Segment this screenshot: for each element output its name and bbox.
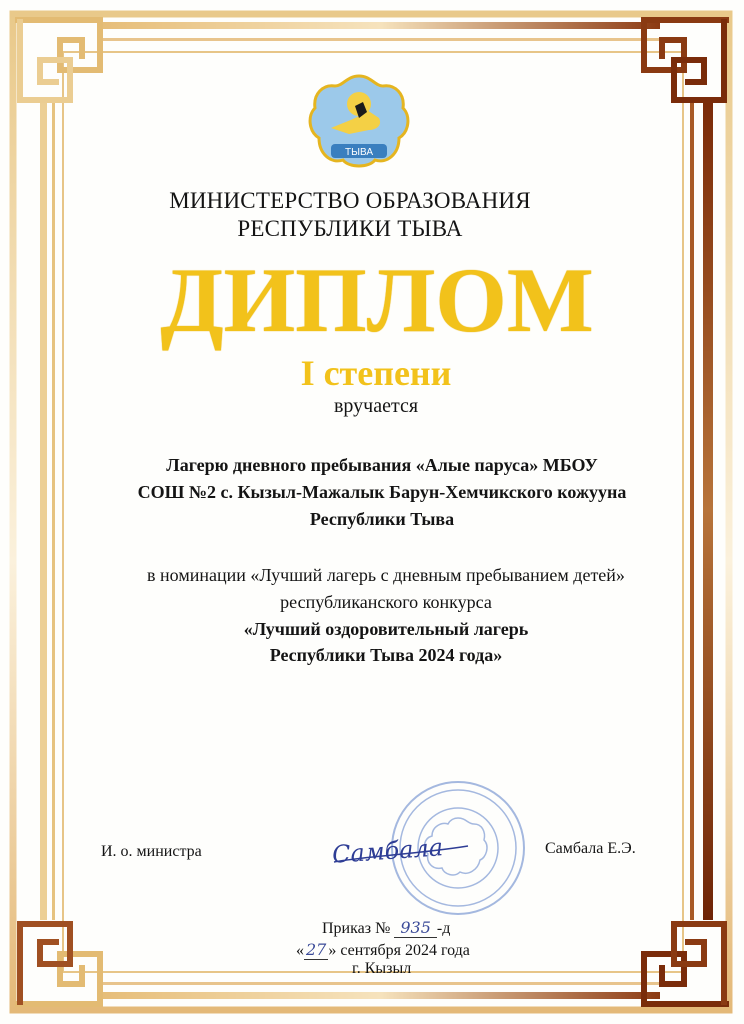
signatory-name: Самбала Е.Э.	[545, 840, 636, 857]
handwritten-signature	[328, 820, 478, 880]
emblem-label: ТЫВА	[345, 147, 373, 158]
ministry-name-line2: РЕСПУБЛИКИ ТЫВА	[237, 216, 463, 241]
order-number: Приказ № 935 -д	[322, 918, 451, 937]
recipient-line: СОШ №2 с. Кызыл-Мажалык Барун-Хемчикского кожууна	[137, 482, 627, 502]
nomination-line: в номинации «Лучший лагерь с дневным пребыванием детей»	[147, 565, 625, 585]
order-date: « 27 » сентября 2024 года	[296, 940, 470, 959]
ministry-name-line1: МИНИСТЕРСТВО ОБРАЗОВАНИЯ	[169, 188, 531, 213]
nomination-line: республиканского конкурса	[280, 592, 492, 612]
signatory-position: И. о. министра	[101, 843, 202, 860]
issue-city: г. Кызыл	[352, 960, 412, 977]
order-day-handwritten: 27	[306, 940, 327, 959]
contest-title-line: Республики Тыва 2024 года»	[269, 645, 503, 665]
order-number-handwritten: 935	[394, 918, 437, 938]
recipient-line: Лагерю дневного пребывания «Алые паруса» МБОУ	[166, 455, 598, 475]
diploma-degree: I степени	[300, 353, 452, 393]
recipient-line: Республики Тыва	[309, 509, 455, 529]
awarded-text: вручается	[333, 395, 419, 417]
coat-of-arms-emblem	[305, 72, 413, 172]
contest-title-line: «Лучший оздоровительный лагерь	[243, 619, 529, 639]
diploma-title: ДИПЛОМ	[160, 249, 594, 351]
signature-script: Самбала	[331, 833, 445, 869]
